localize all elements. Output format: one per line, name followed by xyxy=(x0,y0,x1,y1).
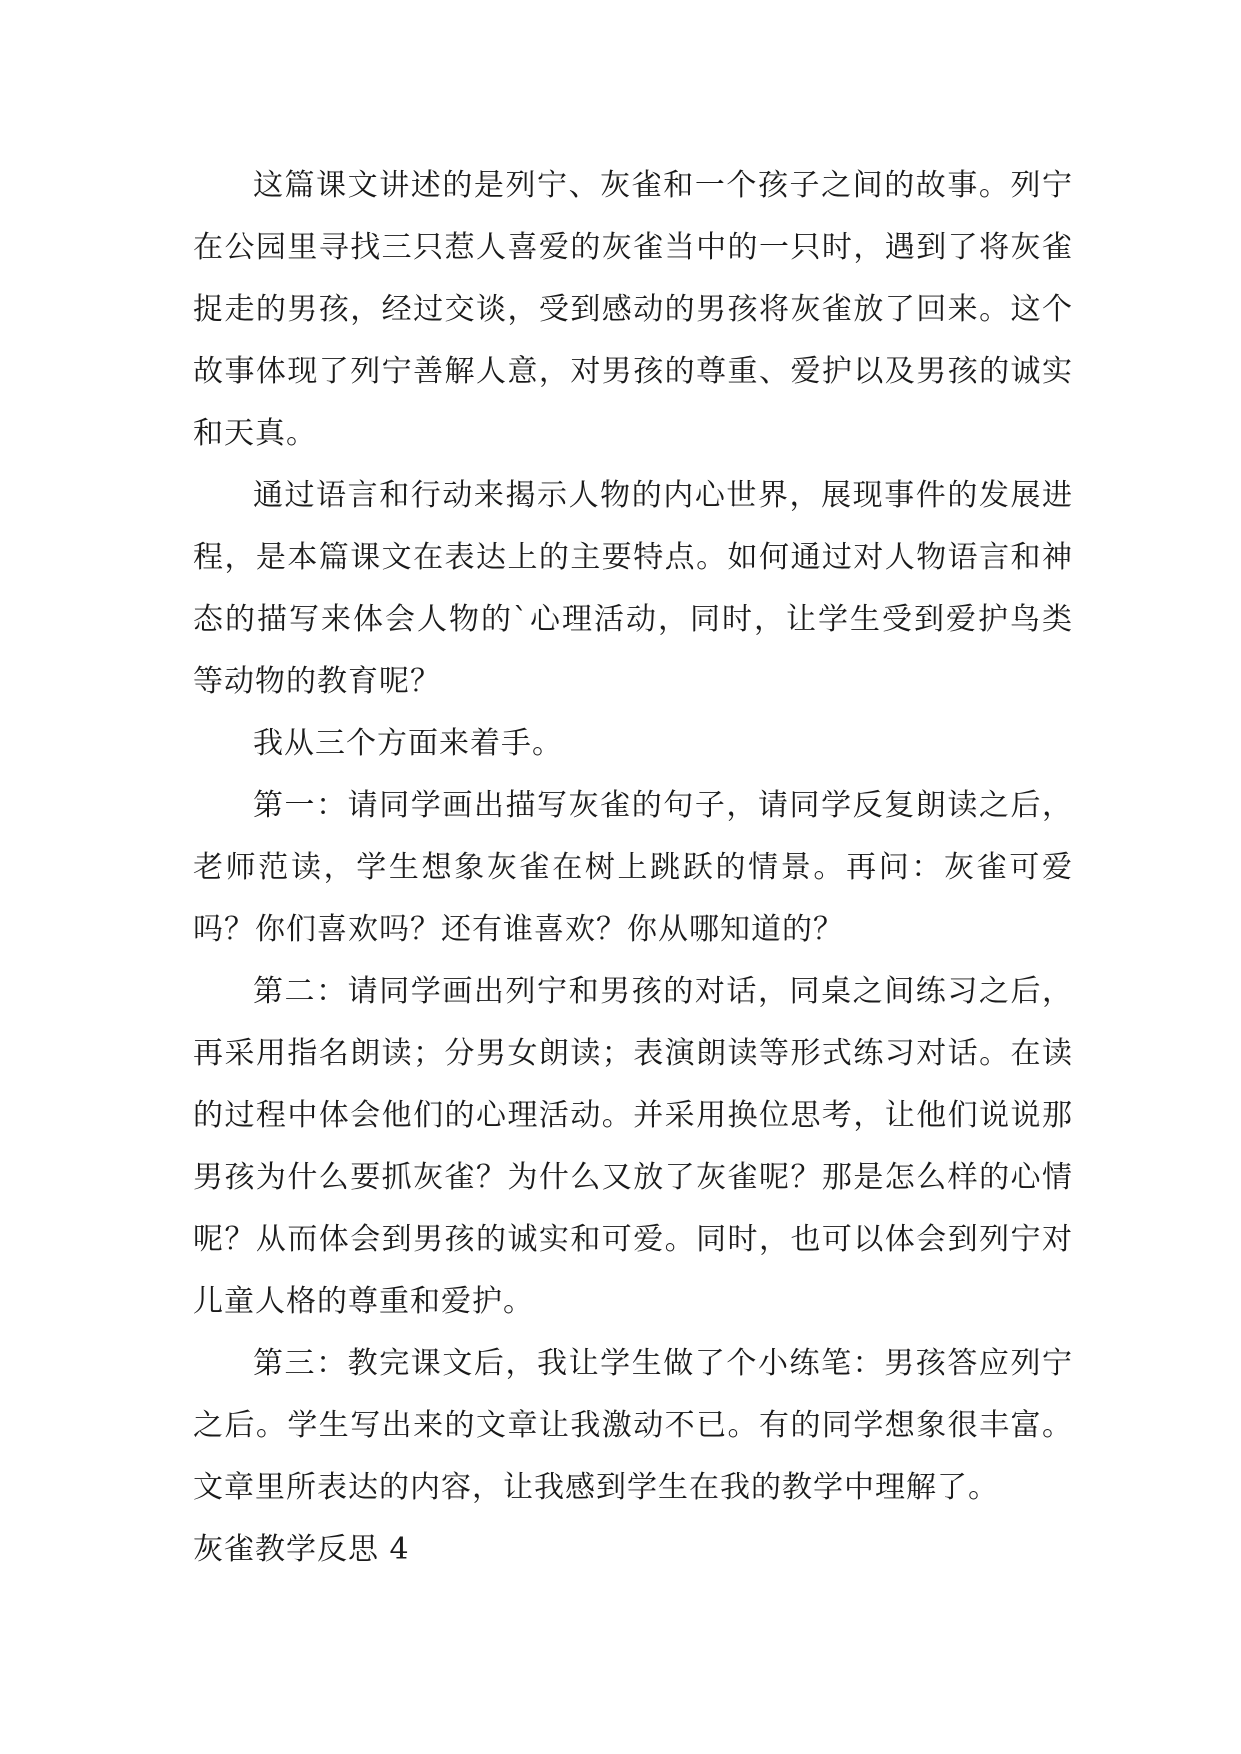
paragraph-expression-features: 通过语言和行动来揭示人物的内心世界，展现事件的发展进程，是本篇课文在表达上的主要特点。如何通过对人物语言和神态的描写来体会人物的`心理活动，同时，让学生受到爱护鸟类等动物的教育呢？ xyxy=(193,478,1073,699)
section-heading: 灰雀教学反思 4 xyxy=(193,1532,410,1567)
paragraph-first-aspect: 第一：请同学画出描写灰雀的句子，请同学反复朗读之后，老师范读，学生想象灰雀在树上跳跃的情景。再问：灰雀可爱吗？你们喜欢吗？还有谁喜欢？你从哪知道的？ xyxy=(193,788,1073,947)
paragraph-story-summary: 这篇课文讲述的是列宁、灰雀和一个孩子之间的故事。列宁在公园里寻找三只惹人喜爱的灰雀当中的一只时，遇到了将灰雀捉走的男孩，经过交谈，受到感动的男孩将灰雀放了回来。这个故事体现了列宁善解人意，对男孩的尊重、爱护以及男孩的诚实和天真。 xyxy=(193,168,1073,451)
document-body xyxy=(193,155,1073,1581)
paragraph-second-aspect: 第二：请同学画出列宁和男孩的对话，同桌之间练习之后，再采用指名朗读；分男女朗读；表演朗读等形式练习对话。在读的过程中体会他们的心理活动。并采用换位思考，让他们说说那男孩为什么要抓灰雀？为什么又放了灰雀呢？那是怎么样的心情呢？从而体会到男孩的诚实和可爱。同时，也可以体会到列宁对儿童人格的尊重和爱护。 xyxy=(193,974,1073,1319)
paragraph-third-aspect: 第三：教完课文后，我让学生做了个小练笔：男孩答应列宁之后。学生写出来的文章让我激动不已。有的同学想象很丰富。文章里所表达的内容，让我感到学生在我的教学中理解了。 xyxy=(193,1346,1073,1505)
paragraph-three-aspects: 我从三个方面来着手。 xyxy=(253,726,563,761)
